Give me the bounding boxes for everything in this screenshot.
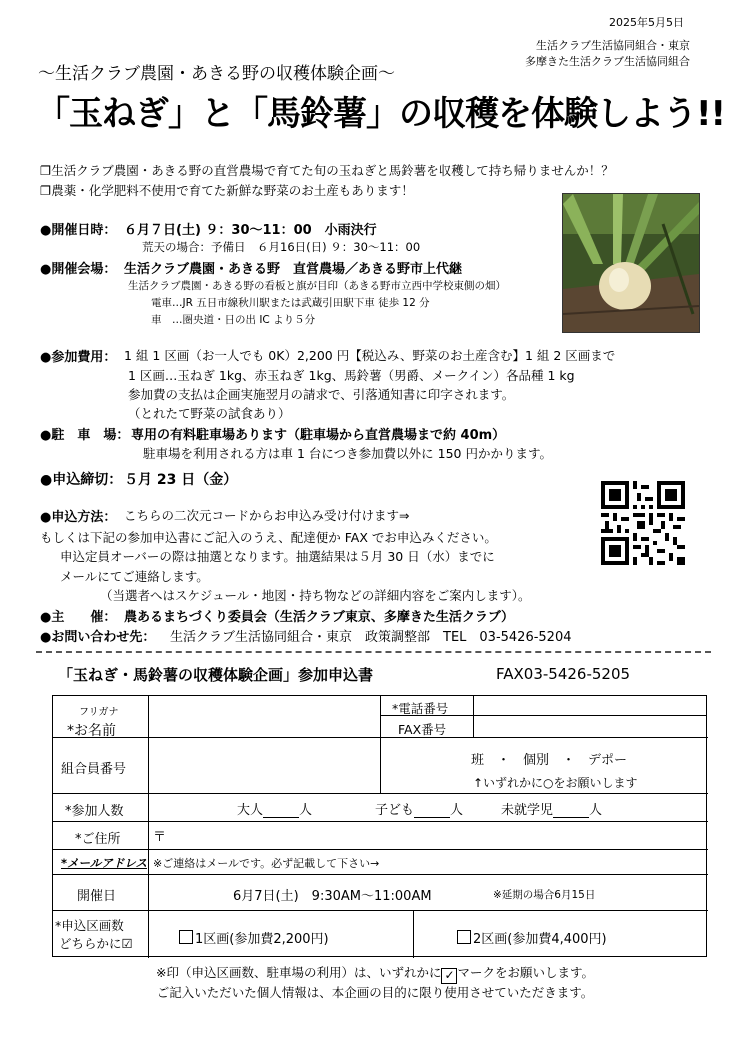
plot-1-checkbox[interactable] xyxy=(179,930,193,944)
publisher-org-2: 多摩きた生活クラブ生活協同組合 xyxy=(525,55,690,68)
participants-preschool[interactable] xyxy=(501,799,602,818)
parking-label: ●駐 車 場： xyxy=(40,428,130,443)
fax-field[interactable] xyxy=(478,718,703,734)
plot-2-option[interactable] xyxy=(457,928,607,947)
member-number-label: 組合員番号 xyxy=(61,762,127,777)
deadline-label: ●申込締切： xyxy=(40,472,123,488)
date-label: ●開催日時： xyxy=(40,223,117,238)
host-value: 農あるまちづくり委員会（生活クラブ東京、多摩きた生活クラブ） xyxy=(124,610,515,625)
fee-line-3: 参加費の支払は企画実施翌月の請求で、引落通知書に印字されます。 xyxy=(128,387,515,402)
preschool-label: 未就学児 xyxy=(501,803,554,818)
access-train: 電車…JR 五日市線秋川駅または武蔵引田駅下車 徒歩 12 分 xyxy=(151,297,430,309)
address-label: *ご住所 xyxy=(75,832,121,847)
onion-photo xyxy=(562,193,700,333)
name-label: *お名前 xyxy=(67,723,116,739)
plots-label-1: *申込区画数 xyxy=(55,918,124,933)
plot-2-checkbox[interactable] xyxy=(457,930,471,944)
fee-label: ●参加費用： xyxy=(40,350,117,365)
contact-label: ●お問い合わせ先： xyxy=(40,630,156,645)
phone-label: *電話番号 xyxy=(392,701,449,716)
intro-line-1: ❐生活クラブ農園・あきる野の直営農場で育てた旬の玉ねぎと馬鈴薯を収穫して持ち帰りませんか！？ xyxy=(40,163,614,178)
participants-children[interactable] xyxy=(375,799,463,818)
email-note: ※ご連絡はメールです。必ず記載して下さい→ xyxy=(153,857,380,870)
address-field[interactable] xyxy=(173,824,703,846)
fee-value: 1 組 1 区画（お一人でも 0K）2,200 円【税込み、野菜のお土産含む】1 組 2 区画まで xyxy=(124,348,616,363)
participants-adults[interactable] xyxy=(237,799,312,818)
plot-1-option[interactable] xyxy=(179,928,329,947)
plot-1-label: 1区画(参加費2,200円) xyxy=(195,932,329,947)
apply-label: ●申込方法： xyxy=(40,510,117,525)
apply-line-3: 申込定員オーバーの際は抽選となります。抽選結果は５月 30 日（水）までに xyxy=(60,549,495,564)
event-date-label: 開催日 xyxy=(77,889,117,904)
apply-value: こちらの二次元コードからお申込み受け付けます⇒ xyxy=(124,508,410,523)
furigana-label: フリガナ xyxy=(79,707,119,718)
host-label: ●主 催： xyxy=(40,610,117,625)
rain-date: 荒天の場合：予備日 ６月16日(日) ９：30〜11：00 xyxy=(142,240,421,254)
footer-note-2: ご記入いただいた個人情報は、本企画の目的に限り使用させていただきます。 xyxy=(156,985,594,1000)
contact-value: 生活クラブ生活協同組合・東京 政策調整部 TEL 03-5426-5204 xyxy=(170,630,572,645)
plots-label-2: どちらかに☑ xyxy=(59,936,133,951)
venue-note: 生活クラブ農園・あきる野の看板と旗が目印（あきる野市立西中学校東側の畑） xyxy=(128,280,506,292)
postal-mark: 〒 xyxy=(153,830,167,845)
delivery-note: ↑いずれかに○をお願いします xyxy=(473,776,638,790)
event-title: 「玉ねぎ」と「馬鈴薯」の収穫を体験しよう!! xyxy=(36,94,726,134)
event-subtitle: 〜生活クラブ農園・あきる野の収穫体験企画〜 xyxy=(38,64,395,84)
name-field[interactable] xyxy=(153,699,375,735)
adults-unit: 人 xyxy=(299,803,313,818)
footer-note-1 xyxy=(0,963,750,984)
event-date-note: ※延期の場合6月15日 xyxy=(493,889,596,901)
footer-note-1b: マークをお願いします。 xyxy=(457,965,594,980)
fee-line-4: （とれたて野菜の試食あり） xyxy=(128,406,291,421)
parking-value: 専用の有料駐車場あります（駐車場から直営農場まで約 40m） xyxy=(131,428,506,443)
application-form xyxy=(52,695,707,957)
qr-code-icon[interactable] xyxy=(601,481,685,565)
participants-label: *参加人数 xyxy=(65,804,124,819)
apply-line-2: もしくは下記の参加申込書にご記入のうえ、配達便か FAX でお申込みください。 xyxy=(40,530,497,545)
phone-field[interactable] xyxy=(478,698,703,714)
date-value: ６月７日(土) ９：30〜11：00 小雨決行 xyxy=(124,223,377,238)
checkmark-icon: ✓ xyxy=(441,968,457,984)
adults-label: 大人 xyxy=(237,803,264,818)
delivery-options[interactable]: 班 ・ 個別 ・ デポー xyxy=(471,753,628,768)
form-title: 「玉ねぎ・馬鈴薯の収穫体験企画」参加申込書 xyxy=(58,666,374,684)
event-date-value: 6月7日(土) 9:30AM〜11:00AM xyxy=(233,889,432,904)
venue-value: 生活クラブ農園・あきる野 直営農場／あきる野市上代継 xyxy=(124,262,463,277)
intro-line-2: ❐農薬・化学肥料不使用で育てた新鮮な野菜のお土産もあります！ xyxy=(40,183,414,198)
email-label: *メールアドレス xyxy=(61,856,147,870)
email-field[interactable] xyxy=(413,852,703,872)
fee-line-2: 1 区画…玉ねぎ 1kg、赤玉ねぎ 1kg、馬鈴薯（男爵、メークイン）各品種 1 kg xyxy=(128,368,575,383)
form-fax-number: FAX03-5426-5205 xyxy=(496,665,631,683)
cut-line xyxy=(36,651,711,653)
preschool-unit: 人 xyxy=(589,803,603,818)
access-car: 車 …圏央道・日の出 IC より５分 xyxy=(151,314,316,326)
fax-label: FAX番号 xyxy=(398,722,447,737)
footer-note-1a: ※印（申込区画数、駐車場の利用）は、いずれかに xyxy=(156,965,442,980)
venue-label: ●開催会場： xyxy=(40,262,117,277)
deadline-value: ５月 23 日（金） xyxy=(124,472,238,488)
publisher-org-1: 生活クラブ生活協同組合・東京 xyxy=(536,39,690,52)
issue-date: 2025年5月5日 xyxy=(609,16,684,29)
apply-line-5: （当選者へはスケジュール・地図・持ち物などの詳細内容をご案内します）。 xyxy=(100,588,531,603)
apply-line-4: メールにてご連絡します。 xyxy=(60,569,209,584)
children-unit: 人 xyxy=(450,803,464,818)
parking-note: 駐車場を利用される方は車 1 台につき参加費以外に 150 円かかります。 xyxy=(143,446,552,461)
children-label: 子ども xyxy=(375,803,415,818)
plot-2-label: 2区画(参加費4,400円) xyxy=(473,932,607,947)
member-number-field[interactable] xyxy=(153,742,375,788)
